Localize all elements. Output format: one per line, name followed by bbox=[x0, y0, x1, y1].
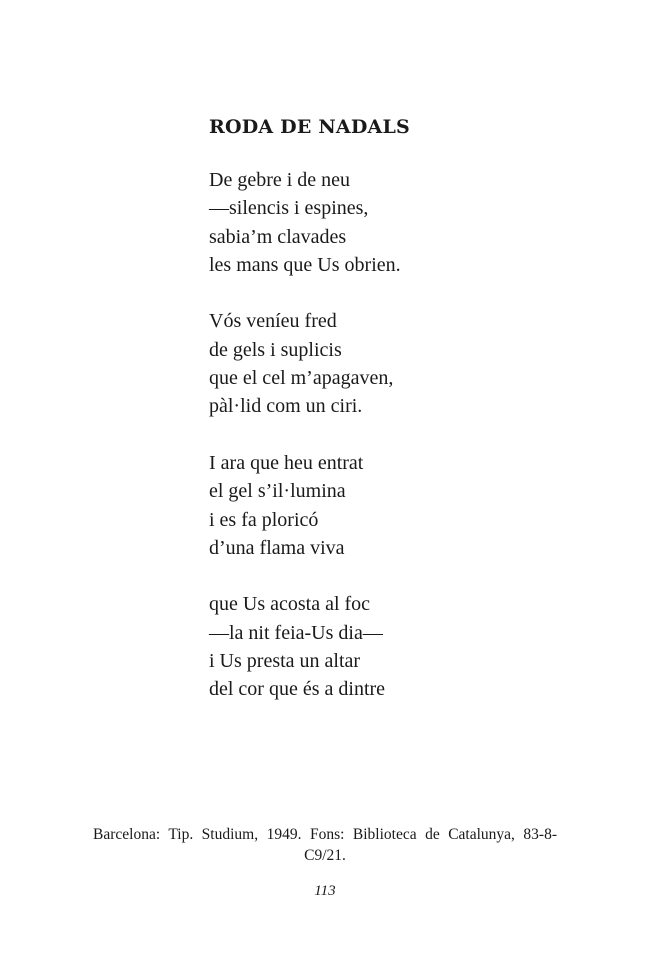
poem-line: que Us acosta al foc bbox=[209, 593, 371, 616]
poem-line: I ara que heu entrat bbox=[209, 451, 364, 474]
poem-line: de gels i suplicis bbox=[209, 338, 342, 361]
poem-line: i es fa ploricó bbox=[209, 508, 319, 531]
page-number: 113 bbox=[314, 883, 336, 899]
poem-line: pàl·lid com un ciri. bbox=[209, 395, 363, 418]
source-footnote: Barcelona: Tip. Studium, 1949. Fons: Biblioteca de Catalunya, 83-8-C9/21. bbox=[93, 826, 557, 864]
poem-line: sabia’m clavades bbox=[209, 225, 347, 248]
stanza-4 bbox=[209, 590, 401, 703]
poem-title: RODA DE NADALS bbox=[209, 116, 410, 138]
poem-line: —la nit feia-Us dia— bbox=[209, 621, 383, 644]
poem-body bbox=[209, 166, 401, 732]
poem-line: del cor que és a dintre bbox=[209, 678, 386, 701]
stanza-3 bbox=[209, 449, 401, 562]
poem-line: Vós veníeu fred bbox=[209, 310, 337, 333]
poem-line: d’una flama viva bbox=[209, 536, 345, 559]
stanza-2 bbox=[209, 307, 401, 420]
poem-line: les mans que Us obrien. bbox=[209, 253, 401, 276]
poem-line: De gebre i de neu bbox=[209, 169, 351, 191]
poem-line: el gel s’il·lumina bbox=[209, 480, 346, 503]
poem-line: i Us presta un altar bbox=[209, 650, 361, 673]
poem-line: —silencis i espines, bbox=[209, 197, 369, 220]
poem-line: que el cel m’apagaven, bbox=[209, 367, 394, 390]
stanza-1 bbox=[209, 166, 401, 279]
